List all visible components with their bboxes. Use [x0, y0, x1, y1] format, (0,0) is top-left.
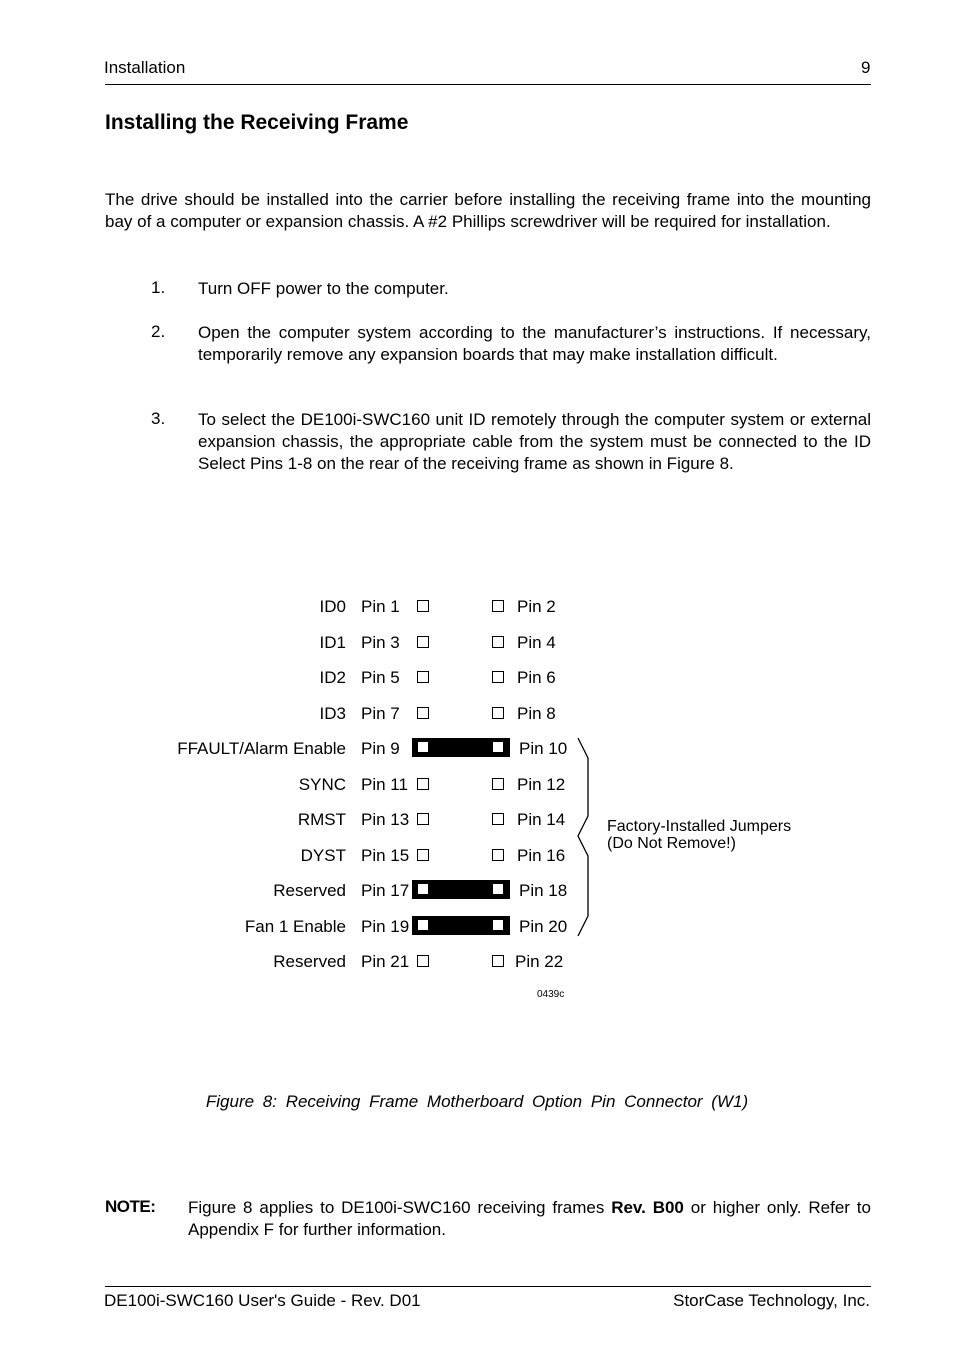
figure-caption: Figure 8: Receiving Frame Motherboard Option Pin Connector (W1) [205, 1092, 749, 1111]
pin-box-left [417, 778, 429, 790]
right-pin-label: Pin 18 [519, 881, 568, 900]
left-pin-label: Pin 5 [361, 668, 400, 687]
pin-box-right [492, 813, 504, 825]
jumpered-pin-right [492, 883, 504, 895]
note-text-start: Figure 8 applies to DE100i-SWC160 receiving frames [188, 1198, 612, 1217]
right-pin-label: Pin 12 [517, 775, 566, 794]
pin-box-right [492, 955, 504, 967]
pin-box-left [417, 707, 429, 719]
bracket-label-line: Factory-Installed Jumpers [607, 818, 792, 835]
step-number: 1. [151, 278, 166, 297]
intro-paragraph: The drive should be installed into the carrier before installing the receiving frame into the mounting bay of a computer or expansion chassis. A #2 Phillips screwdriver will be required for installation. [105, 190, 871, 231]
pin-function-label: FFAULT/Alarm Enable [177, 739, 346, 758]
pin-function-label: ID2 [319, 668, 346, 687]
pin-function-label: DYST [300, 846, 346, 865]
pin-box-left [417, 600, 429, 612]
jumpered-pin-right [492, 741, 504, 753]
pin-function-label: Fan 1 Enable [244, 917, 346, 936]
pin-box-left [417, 813, 429, 825]
jumpered-pin-left [417, 741, 429, 753]
installed-jumper [412, 880, 510, 899]
step-text: Open the computer system according to the manufacturer’s instructions. If necessary, temporarily remove any expansion boards that may make installation difficult. [198, 323, 871, 364]
left-pin-label: Pin 7 [361, 704, 400, 723]
left-pin-label: Pin 11 [361, 775, 408, 794]
pin-function-label: RMST [297, 810, 346, 829]
installed-jumper [412, 738, 510, 757]
pin-function-label: ID3 [319, 704, 346, 723]
pin-function-label: Reserved [273, 952, 346, 971]
right-pin-label: Pin 16 [517, 846, 566, 865]
right-pin-label: Pin 20 [519, 917, 568, 936]
step-text: To select the DE100i-SWC160 unit ID remotely through the computer system or external expansion chassis, the appropriate cable from the system must be connected to the ID Select Pins 1-8 on the rear of the receiving frame as shown in Figure 8. [198, 410, 871, 473]
figure-code: 0439c [537, 989, 565, 1000]
pin-box-left [417, 671, 429, 683]
pin-function-label: ID0 [319, 597, 346, 616]
section-title: Installing the Receiving Frame [105, 111, 409, 134]
pin-box-right [492, 707, 504, 719]
right-pin-label: Pin 14 [517, 810, 566, 829]
pin-box-right [492, 849, 504, 861]
step-number: 2. [151, 322, 166, 341]
right-pin-label: Pin 8 [517, 704, 556, 723]
jumper-bracket [574, 736, 598, 940]
left-pin-label: Pin 21 [361, 952, 410, 971]
jumpered-pin-left [417, 919, 429, 931]
pin-box-left [417, 849, 429, 861]
note-text-end: or higher only. Refer to Appendix F for further information. [188, 1198, 871, 1239]
header-rule [105, 84, 871, 85]
bracket-label [607, 818, 791, 852]
left-pin-label: Pin 13 [361, 810, 410, 829]
right-pin-label: Pin 10 [519, 739, 568, 758]
left-pin-label: Pin 3 [361, 633, 400, 652]
right-pin-label: Pin 2 [517, 597, 556, 616]
pin-box-left [417, 955, 429, 967]
step-text: Turn OFF power to the computer. [198, 279, 449, 298]
pin-box-left [417, 636, 429, 648]
bracket-label-line: (Do Not Remove!) [607, 835, 736, 852]
footer-company: StorCase Technology, Inc. [673, 1291, 870, 1310]
pin-box-right [492, 671, 504, 683]
right-pin-label: Pin 22 [515, 952, 564, 971]
note-label: NOTE: [105, 1197, 156, 1216]
pin-function-label: ID1 [319, 633, 346, 652]
pin-box-right [492, 636, 504, 648]
footer-rule [105, 1286, 871, 1287]
note-text [188, 1197, 871, 1241]
running-header-section: Installation [104, 58, 186, 77]
left-pin-label: Pin 15 [361, 846, 410, 865]
note-revision: Rev. B00 [611, 1198, 684, 1217]
footer-document-title: DE100i-SWC160 User's Guide - Rev. D01 [104, 1291, 421, 1310]
installed-jumper [412, 916, 510, 935]
pin-function-label: Reserved [273, 881, 346, 900]
pin-box-right [492, 600, 504, 612]
left-pin-label: Pin 19 [361, 917, 410, 936]
left-pin-label: Pin 17 [361, 881, 410, 900]
page-number: 9 [861, 58, 871, 77]
left-pin-label: Pin 1 [361, 597, 400, 616]
left-pin-label: Pin 9 [361, 739, 400, 758]
right-pin-label: Pin 4 [517, 633, 556, 652]
jumpered-pin-right [492, 919, 504, 931]
pin-function-label: SYNC [298, 775, 346, 794]
step-number: 3. [151, 409, 166, 428]
jumpered-pin-left [417, 883, 429, 895]
right-pin-label: Pin 6 [517, 668, 556, 687]
pin-box-right [492, 778, 504, 790]
